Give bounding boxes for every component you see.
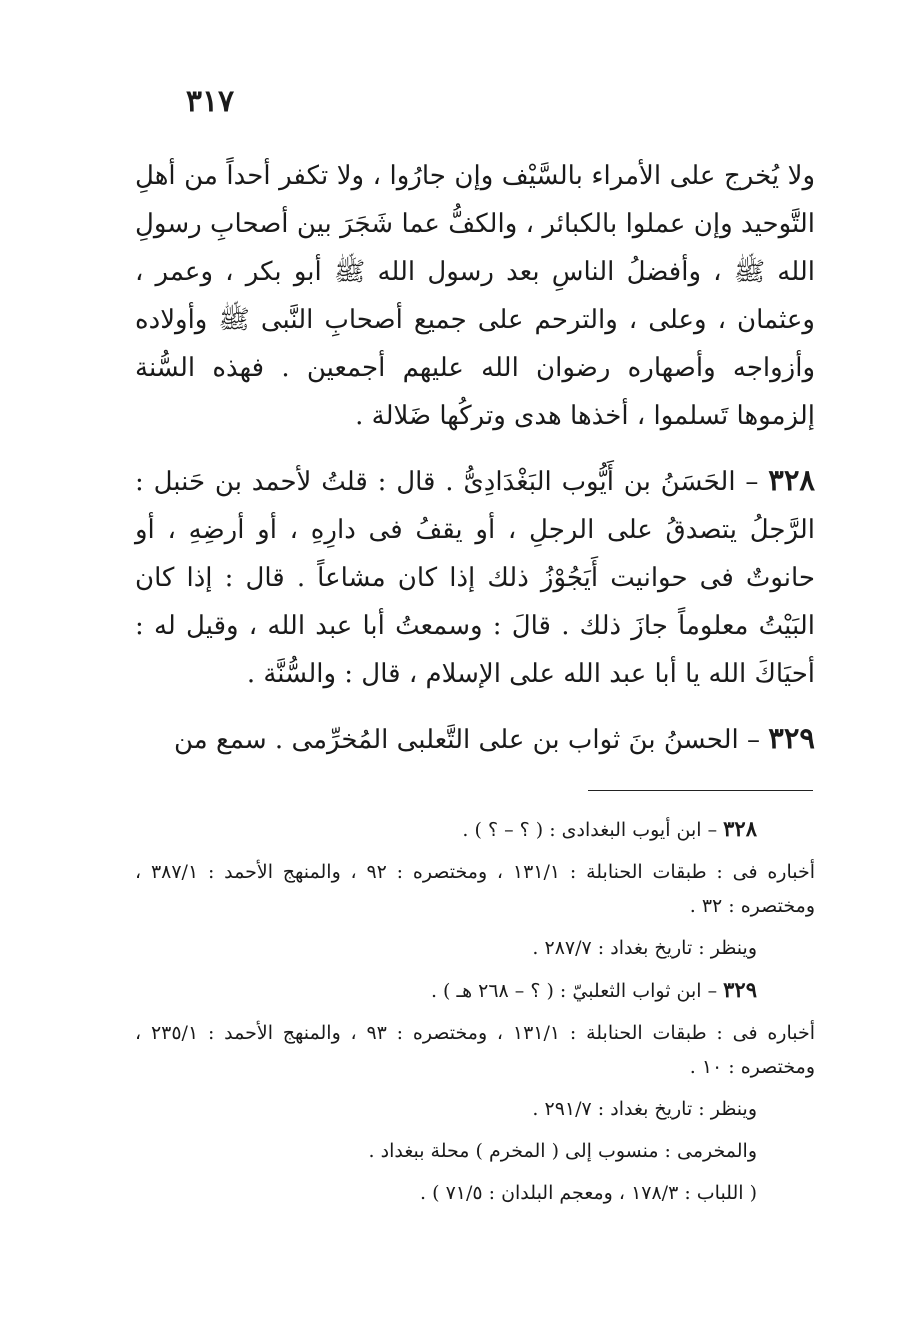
footnote-329-sources: أخباره فى : طبقات الحنابلة : ١٣١/١ ، ومختصره : ٩٣ ، والمنهج الأحمد : ٢٣٥/١ ، ومختصره : ١٠ . <box>135 1022 815 1078</box>
entry-number: ٣٢٨ <box>768 463 815 497</box>
footnote-328-title <box>135 812 815 847</box>
entry-number: ٣٢٩ <box>768 721 815 755</box>
footnote-text: – ابن ثواب الثعلبيّ : ( ؟ – ٢٦٨ هـ ) . <box>430 980 724 1002</box>
footnote-number: ٣٢٨ <box>723 816 757 841</box>
footnote-329-see: وينظر : تاريخ بغداد : ٢٩١/٧ . <box>532 1098 757 1120</box>
footnote-number: ٣٢٩ <box>723 977 757 1002</box>
footnote-329-note: والمخرمى : منسوب إلى ( المخرم ) محلة ببغداد . <box>368 1140 757 1162</box>
entry-text: – الحسنُ بنَ ثواب بن على التَّعلبى المُخرِّمى . سمع من <box>174 725 769 755</box>
footnote-separator <box>588 790 813 791</box>
footnote-328-see: وينظر : تاريخ بغداد : ٢٨٧/٧ . <box>532 937 757 959</box>
footnote-329-refs: ( اللباب : ١٧٨/٣ ، ومعجم البلدان : ٧١/٥ ) . <box>420 1182 757 1204</box>
entry-329 <box>135 714 815 764</box>
page-number: ٣١٧ <box>185 84 235 119</box>
main-text <box>135 152 815 780</box>
footnote-329-title <box>135 973 815 1008</box>
paragraph-creed: ولا يُخرج على الأمراء بالسَّيْف وإن جارُوا ، ولا تكفر أحداً من أهلِ التَّوحيد وإن عملوا بالكبائر ، والكفُّ عما شَجَرَ بين أصحابِ رسولِ الله ﷺ ، وأفضلُ الناسِ بعد رسول الله ﷺ أبو بكر ، وعمر ، وعثمان ، وعلى ، والترحم على جميع أصحابِ النَّبى ﷺ وأولاده وأزواجه وأصهاره رضوان الله عليهم أجمعين . فهذه السُّنة إلزموها تَسلموا ، أخذها هدى وتركُها ضَلالة . <box>135 161 815 431</box>
entry-text: – الحَسَنُ بن أَيُّوب البَغْدَادِىُّ . قال : قلتُ لأحمد بن حَنبل : الرَّجلُ يتصدقُ على الرجلِ ، أو يقفُ فى دارِهِ ، أو أرضِهِ ، أو حانوتٌ فى حوانيت أَيَجُوْزُ ذلك إذا كان مشاعاً . قال : إذا كان البَيْتُ معلوماً جازَ ذلك . قالَ : وسمعتُ أبا عبد الله ، وقيل له : أحيَاكَ الله يا أبا عبد الله على الإسلام ، قال : والسُّنَّة . <box>135 467 815 689</box>
footnotes <box>135 812 815 1218</box>
footnote-text: – ابن أيوب البغدادى : ( ؟ – ؟ ) . <box>462 819 724 841</box>
footnote-328-sources: أخباره فى : طبقات الحنابلة : ١٣١/١ ، ومختصره : ٩٢ ، والمنهج الأحمد : ٣٨٧/١ ، ومختصره : ٣٢ . <box>135 861 815 917</box>
entry-328 <box>135 456 815 698</box>
